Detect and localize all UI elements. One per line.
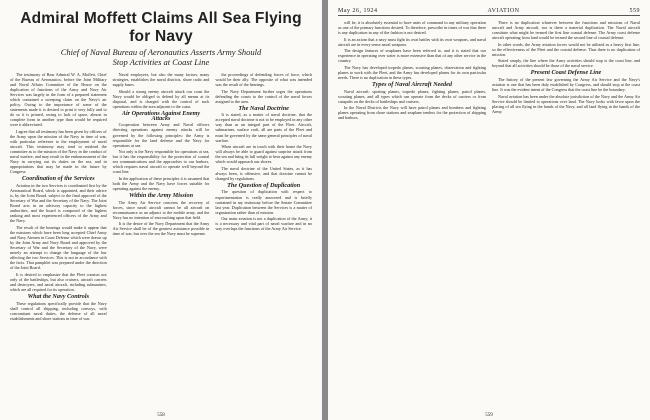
paragraph: The naval doctrine of the United States, as it has always been, is offensive, and that doctrine cannot be changed by regulations.	[215, 165, 313, 181]
paragraph: Naval aircraft: spotting planes, torpedo planes, fighting planes, patrol planes, scouting planes, and all types which can operate from the decks of carriers or from catapults on the decks of battleships and cruisers.	[338, 88, 486, 104]
header-page-number: 559	[629, 8, 640, 14]
right-columns	[338, 20, 640, 122]
paragraph: Stated simply, the line where the Army activities should stop is the coast line, and beyond that all activities should be those of the naval service.	[492, 58, 640, 69]
subtitle-line-2: Stop Activities at Coast Line	[112, 57, 210, 67]
paragraph: the proceedings of defending forces of force, which would be their ally. The opposite of what was intended was the result of the hearings.	[215, 72, 313, 88]
paragraph: In the Naval Districts the Navy will have patrol planes and bombers and fighting planes operating from shore stations and seaplane tenders for the protection of shipping and harbors.	[338, 105, 486, 121]
paragraph: The Army Air Service concerns the recovery of forces, since naval aircraft cannot be all aircraft on reconnaissance as an adjunct to the mobile army, and the Navy has no intention of encroaching upon that field.	[112, 199, 210, 220]
paragraph: The testimony of Rear Admiral W. A. Moffett, Chief of the Bureau of Aeronautics, before the Joint Military and Naval Affairs Committee of the House on the duplication of functions of the Army and Navy Air Services was largely in the form of a prepared statement which contained a sweeping claim on the Navy's air policy. Owing to the importance of some of the statements made it is desired to print it very fully and to do so it is printed, owing to lack of space, almost in complete form in another type than would be required were it abbreviated.	[10, 72, 107, 128]
section-heading: The Question of Duplication	[227, 181, 301, 189]
paragraph: The result of the hearings would make it appear that the missions which have been long accepted Chief Army and Navy Airmen in Coast Defense which were drawn up by the Joint Army and Navy Board and approved by the Secretary of War and the Secretary of the Navy, were merely an attempt to change the language of the law affecting the two Services. This is not in accordance with the facts. That pamphlet was prepared under the direction of the Joint Board.	[10, 224, 107, 271]
section-heading: Air Operations Against Enemy Attacks	[121, 109, 201, 122]
section-heading: Types of Naval Aircraft Needed	[372, 81, 452, 89]
magazine-title: AVIATION	[487, 8, 520, 14]
paragraph: Should a strong enemy aircraft attack our coast the Navy would be obliged to defend by all means at its disposal, and is charged with the control of such operations within the area adjacent to the coast.	[112, 88, 210, 109]
left-column-3	[215, 72, 312, 322]
paragraph: will be, it is absolutely essential to have units of command in any military operation as one of the primary functions desired. To therefore, prescribe in times of war that there is any duplication in any of the fashion is not desired.	[338, 20, 486, 36]
paragraph: I agree that all testimony has been given by officers of the Army upon the mission of the Navy in time of war, with particular reference to the employment of naval aircraft. This testimony may tend to mislead the committee as to the mission of the Navy in the conduct of naval warfare, and may result in the embarrassment of the Navy in carrying out its duties on the sea, and in appropriations that may be made in the future by Congress.	[10, 129, 107, 175]
subtitle-line-1: Chief of Naval Bureau of Aeronautics Asserts Army Should	[60, 47, 262, 57]
section-heading: Coordination of the Services	[21, 175, 95, 183]
section-heading: Within the Army Mission	[129, 192, 194, 200]
page-number: 558	[157, 413, 165, 418]
paragraph: When aircraft are in touch with their home the Navy will always be able to guard against surprise attack from the sea and bring its full weight to bear against any enemy which would approach our shores.	[215, 144, 313, 165]
paragraph: There is no duplication whatever between the functions and missions of Naval aircraft and Army aircraft, nor is there a material duplication. The Naval aircraft constitute what might be termed the first line coastal defense. The Army coast defense aircraft operating from land would be termed the second line of coastal defense.	[492, 20, 640, 41]
paragraph: It is the desire of the Navy Department that the Army Air Service shall be of the greatest assistance possible in time of war, but over the sea the Navy must be supreme.	[112, 221, 210, 237]
paragraph: The question of duplication with respect to experimentation is really answered and is briefly contained in my testimony before the Senate Committee last year. Duplication between the Services is a matter of organization rather than of mission.	[215, 189, 313, 215]
section-heading: What the Navy Controls	[27, 292, 90, 300]
paragraph: It is desired to emphasize that the Fleet consists not only of the battleships, but also cruisers, aircraft carriers and destroyers, and naval aircraft, including submarines, which are all required for its operation.	[10, 271, 107, 292]
paragraph: In other words, the Army aviation forces would not be utilized as a heavy first line, so the effectiveness of the Fleet and the coastal defense. Thus there is no duplication of mission.	[492, 41, 640, 57]
paragraph: The history of the present law governing the Army Air Service and the Navy's aviation is one that has been duly established by Congress, and should stop at the coast line. It was the evident intent of the Congress that the coast line be the boundary.	[492, 76, 640, 93]
paragraph: It is stated, as a matter of naval doctrine, that the accepted naval doctrine is not to be employed in any other way than as an integral part of the Fleet. Aircraft, submarines, surface craft, all are parts of the Fleet and must be governed by the same general principles of naval warfare.	[215, 112, 313, 143]
page-number: 559	[485, 413, 493, 418]
issue-date: May 26, 1924	[338, 8, 378, 14]
left-column-2	[113, 72, 210, 322]
paragraph: Naval aviation has been under the absolute jurisdiction of the Navy and the Army Air Service should be limited to operations over land. The Navy looks with favor upon the placing of all sea flying in the hands of the Navy, and all land flying in the hands of the Army.	[492, 93, 640, 114]
left-columns	[10, 72, 312, 322]
paragraph: Naval employees, but also the many factors, many strategies, establishes the naval districts, shore radio and supply bases.	[112, 72, 210, 88]
paragraph: These regulations specifically provide that the Navy shall control all shipping, including convoys, with concomitant naval duties, the defense of all naval establishments and shore stations in time of war.	[10, 300, 107, 321]
article-title: Admiral Moffett Claims All Sea Flying for Navy	[20, 10, 302, 45]
paragraph: Not only is the Navy responsible for operations at sea, but it has the responsibility for the protection of coastal sea communications and the approaches to our harbors, which requires naval aircraft to operate well beyond the coast line.	[112, 149, 210, 175]
paragraph: Our main aviation is not a duplication of the Army; it is a necessary and vital part of naval warfare and in no way overlaps the functions of the Army Air Service.	[215, 216, 313, 232]
paragraph: The design features of seaplanes have been referred to, and it is stated that our experience in operating over water is more extensive than that of any other service in the country.	[338, 48, 486, 64]
paragraph: It is an axiom that a navy must fight its own battles with its own weapons, and naval aircraft are in every sense naval weapons.	[338, 36, 486, 47]
running-header	[338, 8, 640, 16]
left-column-1	[10, 72, 107, 322]
section-heading: The Naval Doctrine	[238, 104, 289, 112]
paragraph: In the application of these principles it is assumed that both the Army and the Navy have forces suitable for operating against the enemy.	[112, 175, 210, 191]
article-subtitle	[10, 47, 312, 67]
right-page	[328, 0, 650, 420]
right-column-1	[338, 20, 486, 122]
section-heading: Present Coast Defense Line	[530, 69, 602, 77]
left-page	[0, 0, 322, 420]
right-column-2	[492, 20, 640, 122]
paragraph: Aviation in the two Services is coordinated first by the Aeronautical Board, which is appointed, and their advice is, by the Joint Board, subject to the final approval of the Secretary of War and the Secretary of the Navy. The Joint Board acts in an advisory capacity to the highest authorities, and the board is composed of the highest ranking and most experienced officers of the Army and the Navy.	[10, 182, 107, 224]
paragraph: The Navy Department further urges the operations defending the coasts to the control of the naval forces assigned to the area.	[215, 88, 313, 104]
paragraph: Cooperation between Army and Naval officers directing operations against enemy attacks will be governed by the following principles: the Army is responsible for the land defense and the Navy for operations at sea.	[112, 122, 210, 148]
paragraph: The Navy has developed torpedo planes, scouting planes, observation and fighting planes to work with the Fleet, and the Army has developed planes for its own particular needs. There is no duplication in these types.	[338, 64, 486, 80]
